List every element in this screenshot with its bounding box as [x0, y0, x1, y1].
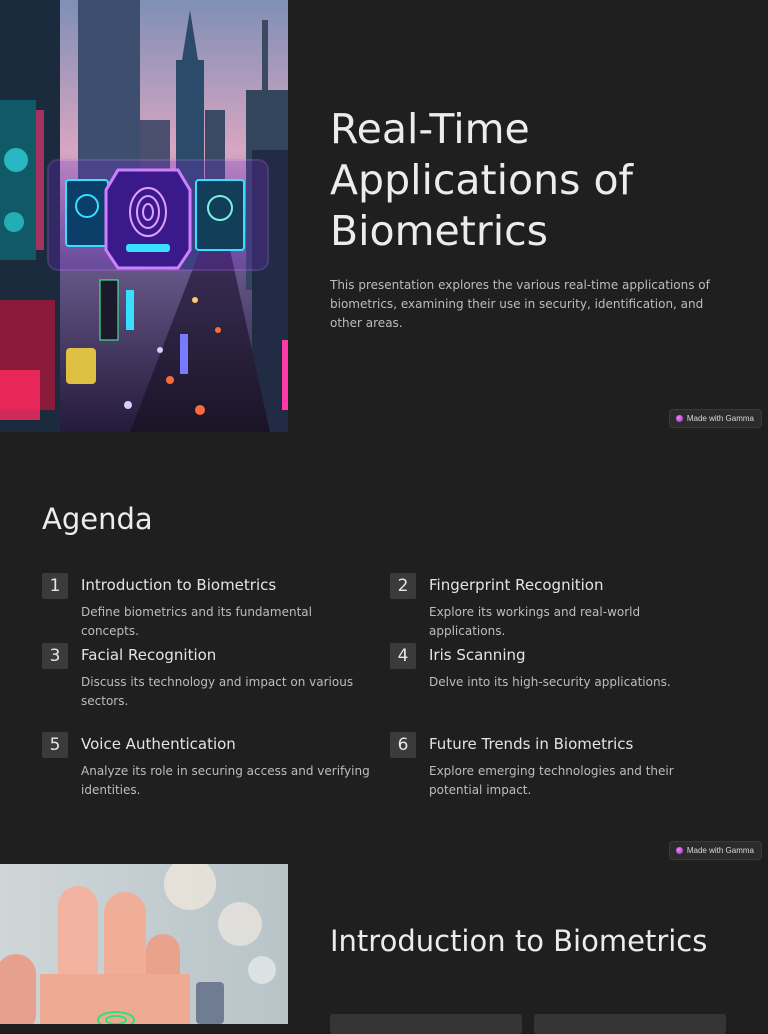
agenda-title: Agenda — [42, 502, 153, 536]
agenda-item-description: Explore emerging technologies and their potential impact. — [429, 764, 674, 797]
presentation-description: This presentation explores the various real-time applications of biometrics, examining their use in security, identification, and other areas. — [330, 278, 710, 330]
hand-fingerprint-image — [0, 864, 288, 1024]
made-with-gamma-badge[interactable] — [669, 841, 762, 860]
agenda-number: 1 — [42, 573, 68, 599]
introduction-title: Introduction to Biometrics — [330, 924, 708, 958]
agenda-slide — [0, 432, 768, 864]
presentation-title: Real-Time Applications of Biometrics — [330, 105, 633, 255]
agenda-number: 2 — [390, 573, 416, 599]
title-slide — [0, 0, 768, 432]
agenda-number: 4 — [390, 643, 416, 669]
agenda-item-description: Delve into its high-security applications. — [429, 675, 671, 689]
badge-label: Made with Gamma — [686, 414, 754, 423]
content-card — [534, 1014, 726, 1034]
agenda-item-title: Future Trends in Biometrics — [429, 735, 634, 753]
made-with-gamma-badge[interactable] — [669, 409, 762, 428]
content-card — [330, 1014, 522, 1034]
agenda-item-description: Explore its workings and real-world applications. — [429, 605, 641, 638]
badge-label: Made with Gamma — [686, 846, 754, 855]
agenda-item-title: Introduction to Biometrics — [81, 576, 277, 594]
agenda-item-title: Iris Scanning — [429, 646, 526, 664]
agenda-number: 5 — [42, 732, 68, 758]
agenda-item-description: Analyze its role in securing access and verifying identities. — [81, 764, 370, 797]
agenda-item-description: Discuss its technology and impact on various sectors. — [81, 675, 354, 708]
gamma-logo-icon — [676, 415, 683, 422]
agenda-item-title: Facial Recognition — [81, 646, 217, 664]
gamma-logo-icon — [676, 847, 683, 854]
introduction-slide — [0, 864, 768, 1024]
agenda-item-title: Voice Authentication — [81, 735, 236, 753]
agenda-number: 3 — [42, 643, 68, 669]
agenda-item-title: Fingerprint Recognition — [429, 576, 604, 594]
agenda-number: 6 — [390, 732, 416, 758]
city-biometrics-image — [0, 0, 288, 432]
agenda-item-description: Define biometrics and its fundamental concepts. — [81, 605, 312, 638]
